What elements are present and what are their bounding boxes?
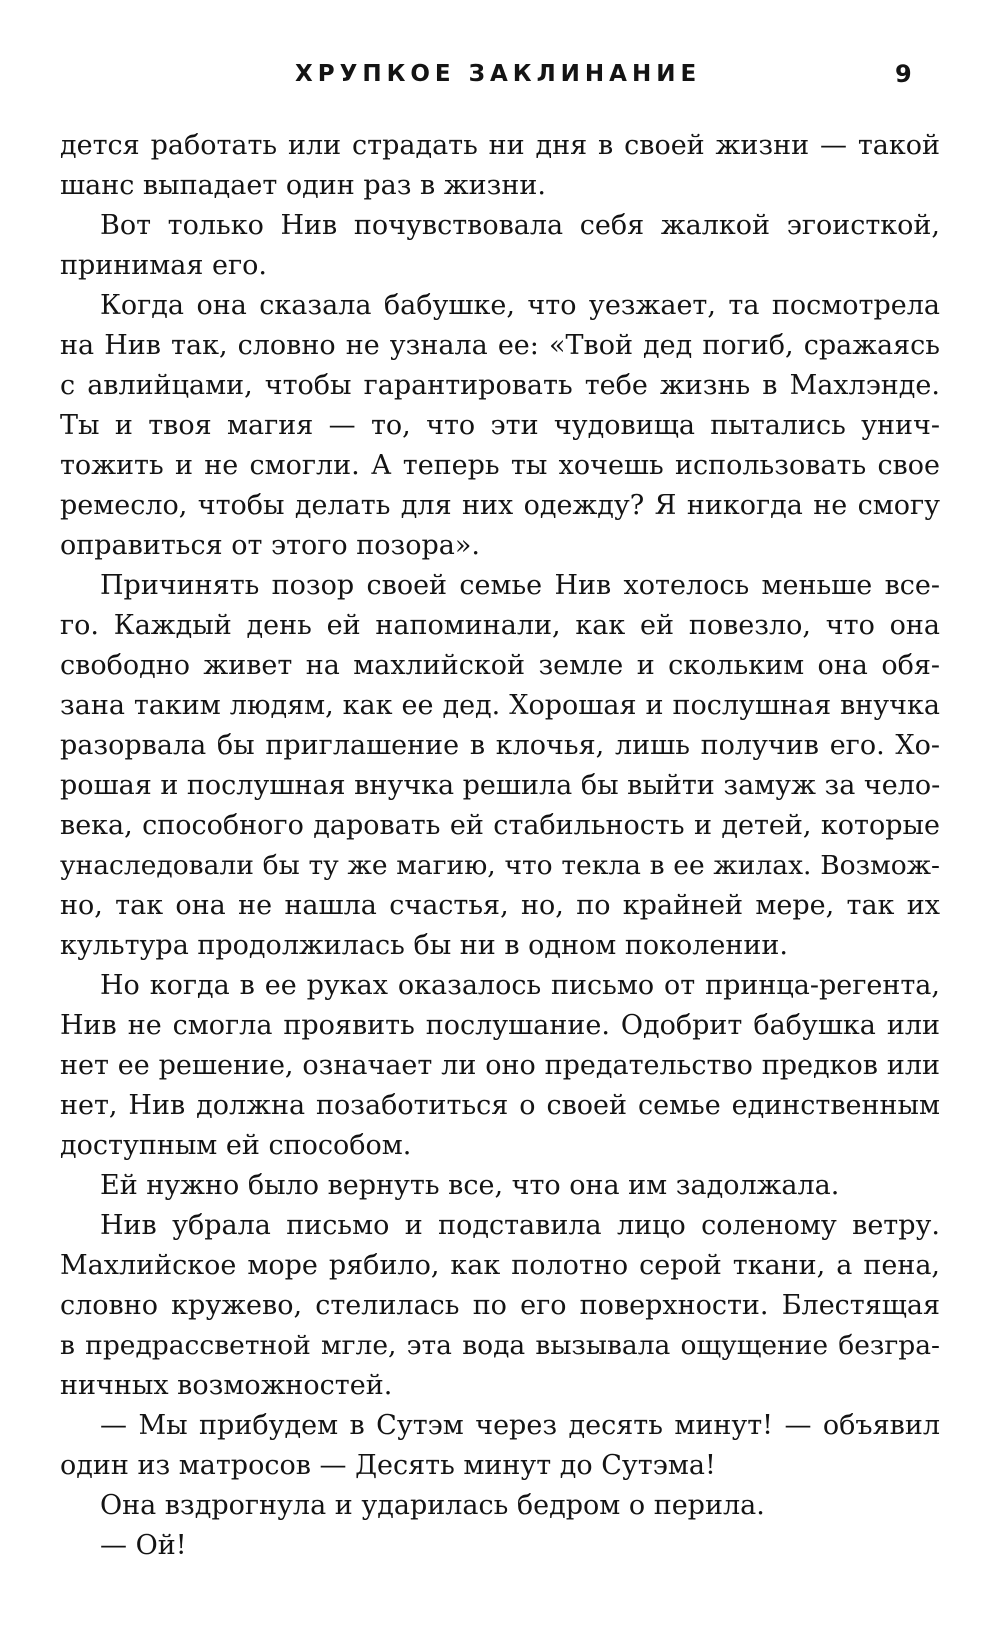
paragraph-first-line: Ей нужно было вернуть все, что она им задолжала. (100, 1170, 840, 1201)
text-line: с авлийцами, чтобы гарантировать тебе жизнь в Махлэнде. (60, 370, 940, 401)
text-line: словно кружево, стелилась по его поверхности. Блестящая (60, 1290, 940, 1321)
text-line: доступным ей способом. (60, 1130, 412, 1161)
paragraph-first-line: Нив убрала письмо и подставила лицо соленому ветру. (100, 1210, 940, 1241)
paragraph-first-line: Вот только Нив почувствовала себя жалкой эгоисткой, (100, 210, 940, 241)
text-line: дется работать или страдать ни дня в своей жизни — такой (60, 130, 940, 161)
text-line: тожить и не смогли. А теперь ты хочешь использовать свое (60, 450, 940, 481)
text-line: ремесло, чтобы делать для них одежду? Я никогда не смогу (60, 490, 940, 521)
text-line: го. Каждый день ей напоминали, как ей повезло, что она (60, 610, 940, 641)
text-line: Махлийское море рябило, как полотно серой ткани, а пена, (60, 1250, 940, 1281)
paragraph-first-line: Но когда в ее руках оказалось письмо от принца-регента, (100, 970, 940, 1001)
body-text (60, 126, 940, 1566)
text-line: ничных возможностей. (60, 1370, 393, 1401)
text-line: рошая и послушная внучка решила бы выйти замуж за чело- (60, 770, 941, 801)
page-number: 9 (895, 60, 912, 88)
text-line: нет, Нив должна позаботиться о своей семье единственным (60, 1090, 940, 1121)
text-line: принимая его. (60, 250, 267, 281)
text-line: зана таким людям, как ее дед. Хорошая и послушная внучка (60, 690, 940, 721)
text-line: Нив не смогла проявить послушание. Одобрит бабушка или (60, 1010, 940, 1041)
paragraph-first-line: Причинять позор своей семье Нив хотелось меньше все- (100, 570, 940, 601)
text-line: в предрассветной мгле, эта вода вызывала ощущение безгра- (60, 1330, 940, 1361)
paragraph-first-line: Она вздрогнула и ударилась бедром о перила. (100, 1490, 765, 1521)
text-line: оправиться от этого позора». (60, 530, 480, 561)
paragraph-first-line: — Ой! (100, 1530, 187, 1561)
text-line: века, способного даровать ей стабильность и детей, которые (60, 810, 940, 841)
text-line: культура продолжилась бы ни в одном поколении. (60, 930, 788, 961)
paragraph-first-line: Когда она сказала бабушке, что уезжает, та посмотрела (100, 290, 940, 321)
text-line: шанс выпадает один раз в жизни. (60, 170, 546, 201)
text-line: унаследовали бы ту же магию, что текла в ее жилах. Возмож- (60, 850, 940, 881)
text-line: на Нив так, словно не узнала ее: «Твой дед погиб, сражаясь (60, 330, 940, 361)
running-title: ХРУПКОЕ ЗАКЛИНАНИЕ (295, 61, 702, 87)
text-line: свободно живет на махлийской земле и скольким она обя- (60, 650, 940, 681)
text-line: но, так она не нашла счастья, но, по крайней мере, так их (60, 890, 940, 921)
paragraph-first-line: — Мы прибудем в Сутэм через десять минут! — объявил (100, 1410, 940, 1441)
text-line: один из матросов — Десять минут до Сутэма! (60, 1450, 716, 1481)
text-line: нет ее решение, означает ли оно предательство предков или (60, 1050, 940, 1081)
text-line: Ты и твоя магия — то, что эти чудовища пытались унич- (60, 410, 940, 441)
text-line: разорвала бы приглашение в клочья, лишь получив его. Хо- (60, 730, 940, 761)
